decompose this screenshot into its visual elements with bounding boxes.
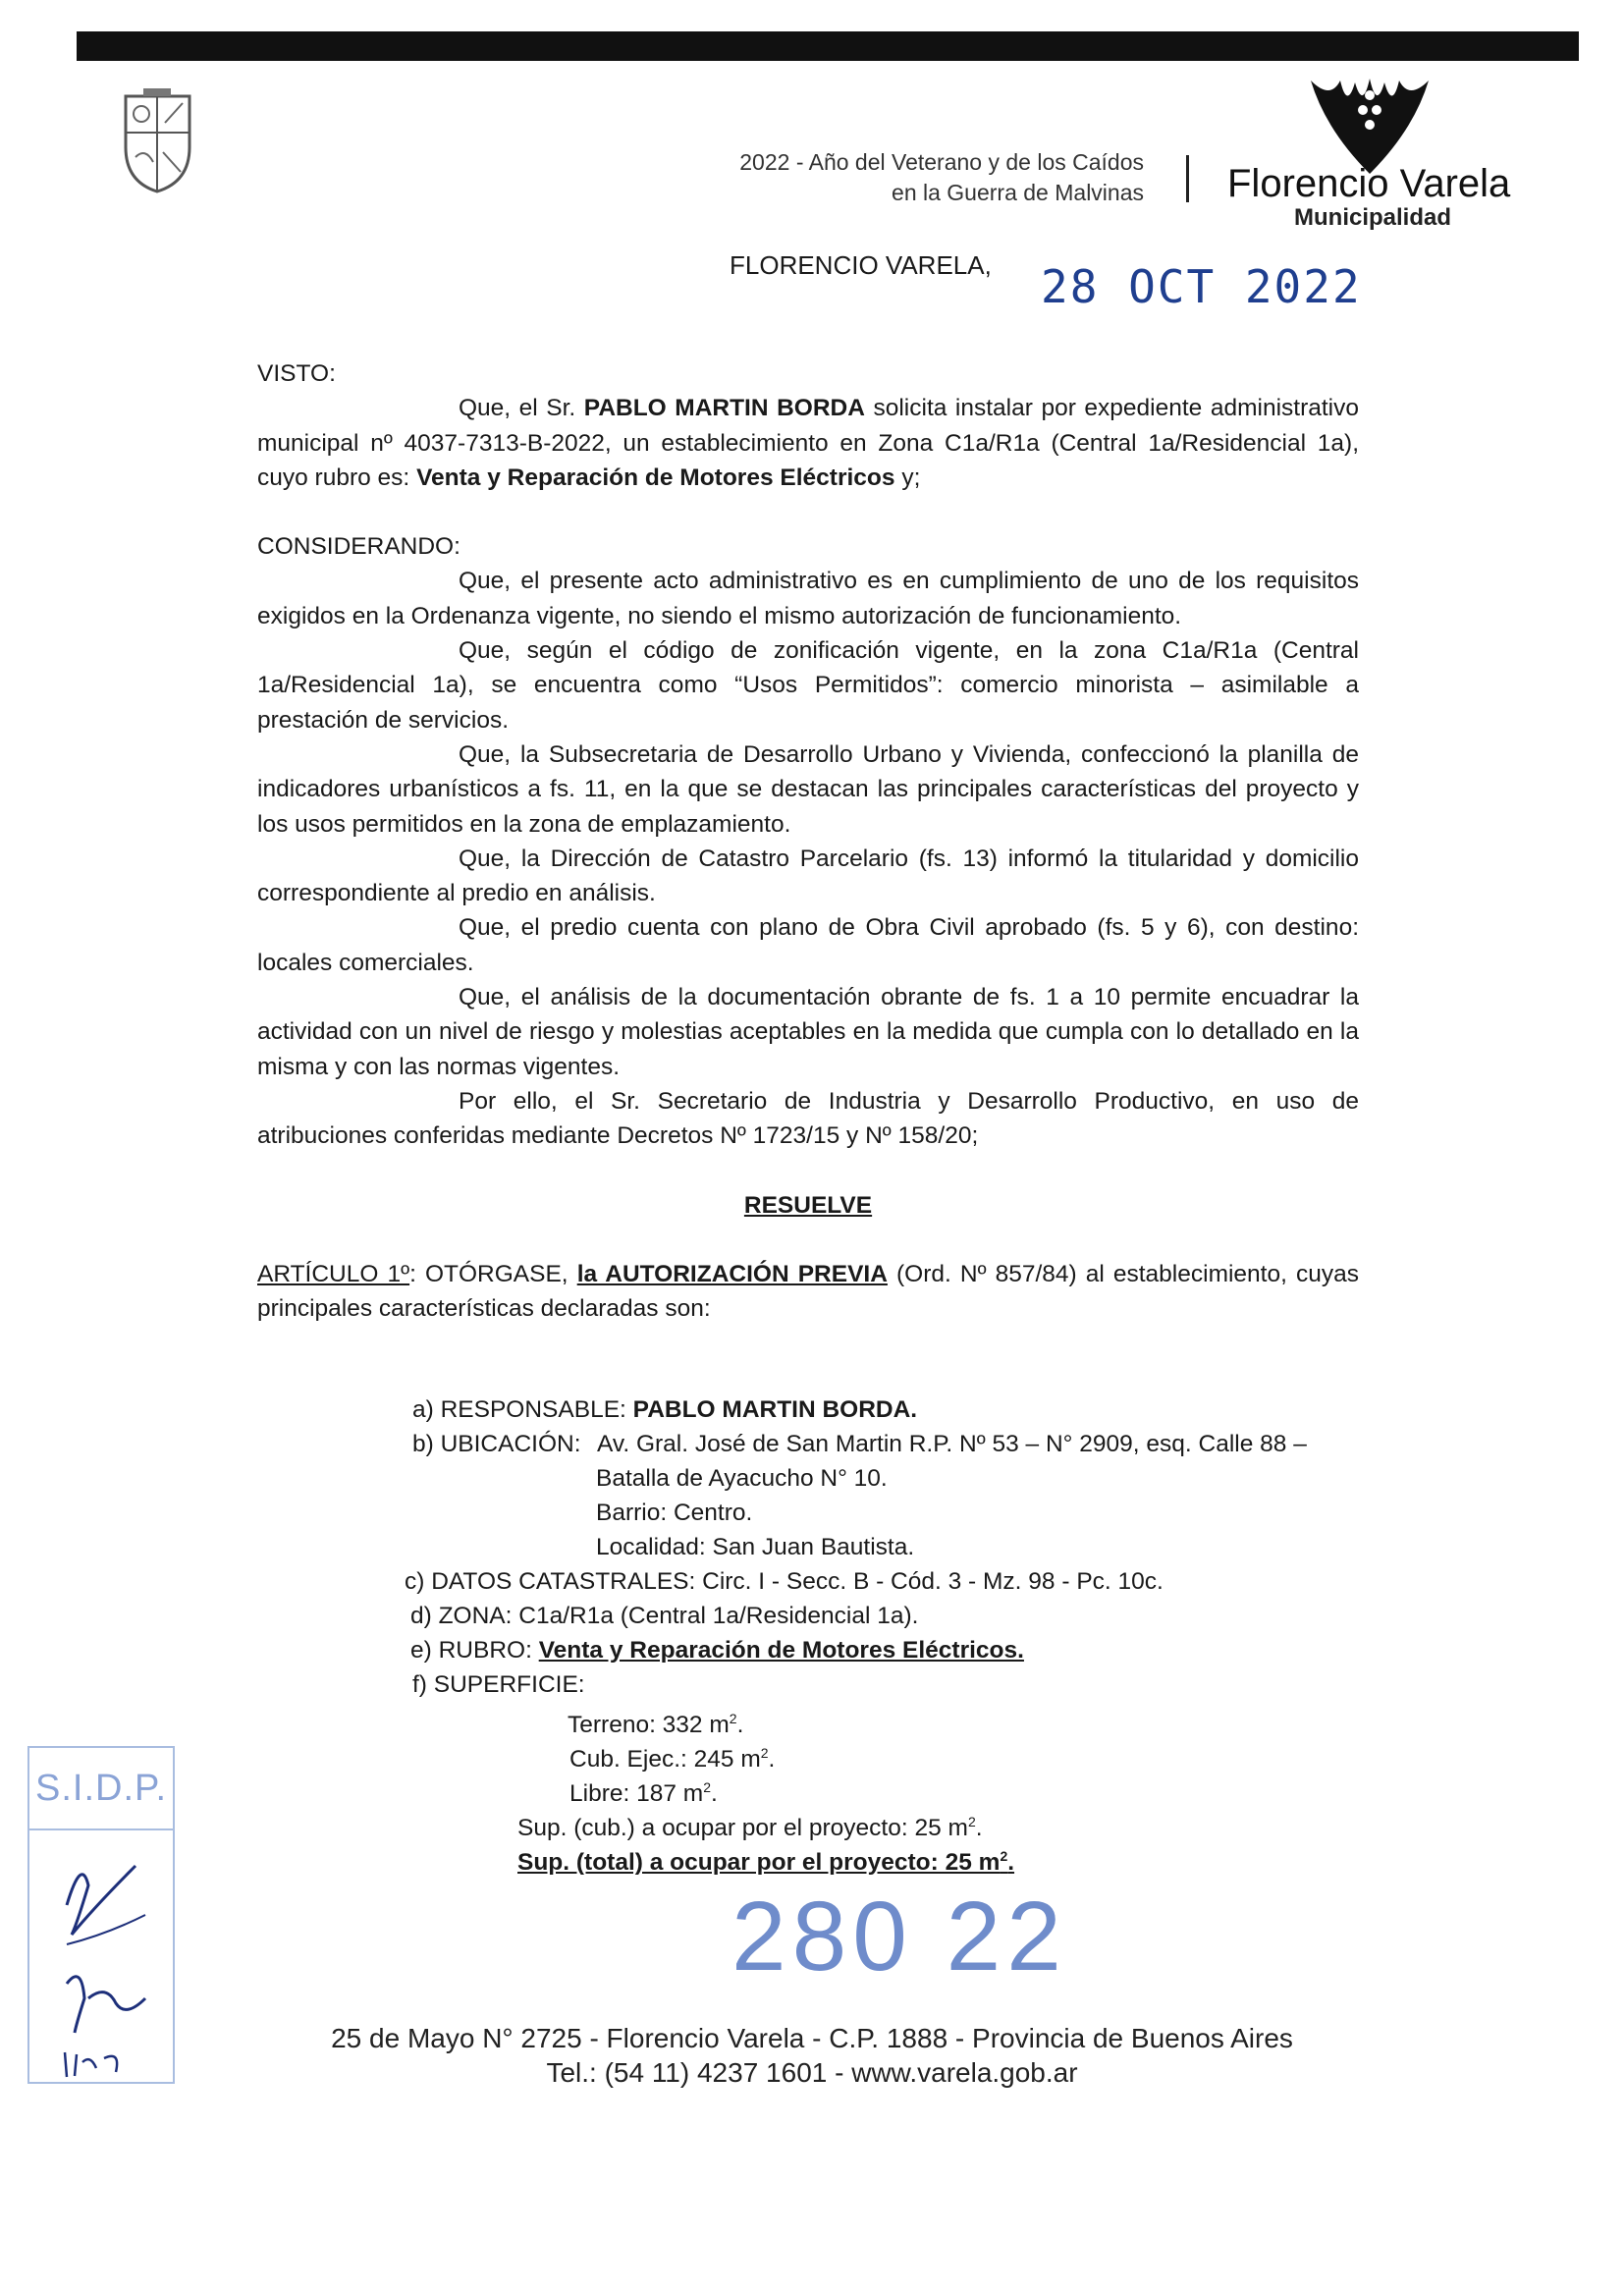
municipal-crest-icon bbox=[116, 88, 199, 196]
libre-text: Libre: 187 m bbox=[569, 1780, 704, 1808]
considerando-paragraph: Que, el predio cuenta con plano de Obra Civil aprobado (fs. 5 y 6), con destino: locales comerciales. bbox=[257, 914, 1359, 976]
visto-text-b: solicita instalar por expediente administrativo municipal nº 4037-7313-B-2022, un establecimiento en Zona C1a/R1a (Central 1a/Residencial 1a), cuyo rubro es: bbox=[257, 395, 1359, 491]
sidp-label: S.I.D.P. bbox=[29, 1748, 173, 1830]
sup-total-text: Sup. (total) a ocupar por el proyecto: 25 m bbox=[517, 1849, 1001, 1877]
item-e bbox=[410, 1633, 1024, 1667]
item-e-value: Venta y Reparación de Motores Eléctricos. bbox=[538, 1637, 1024, 1664]
item-a-label: a) RESPONSABLE: bbox=[412, 1396, 633, 1423]
date-stamp: 28 OCT 2022 bbox=[1041, 260, 1362, 313]
visto-rubro: Venta y Reparación de Motores Eléctricos bbox=[416, 464, 895, 491]
item-a bbox=[412, 1392, 917, 1427]
autorizacion-previa: la AUTORIZACIÓN PREVIA bbox=[576, 1260, 888, 1287]
item-a-value: PABLO MARTIN BORDA. bbox=[632, 1396, 918, 1423]
squared-mark: 2 bbox=[703, 1779, 711, 1795]
item-d: d) ZONA: C1a/R1a (Central 1a/Residencial 1a). bbox=[410, 1603, 919, 1629]
squared-mark: 2 bbox=[760, 1745, 769, 1761]
articulo-1 bbox=[257, 1257, 1359, 1327]
cub-text: Cub. Ejec.: 245 m bbox=[569, 1746, 761, 1774]
motto-line-1: 2022 - Año del Veterano y de los Caídos bbox=[739, 149, 1144, 175]
item-c: c) DATOS CATASTRALES: Circ. I - Secc. B - Cód. 3 - Mz. 98 - Pc. 10c. bbox=[405, 1568, 1164, 1595]
brand-name: Florencio Varela bbox=[1227, 162, 1511, 205]
squared-mark: 2 bbox=[729, 1711, 737, 1726]
header-divider bbox=[1186, 155, 1189, 202]
period-mark: . bbox=[768, 1746, 776, 1774]
period-mark: . bbox=[975, 1815, 983, 1842]
top-black-bar bbox=[77, 31, 1579, 61]
squared-mark: 2 bbox=[967, 1814, 976, 1829]
brand-subtitle: Municipalidad bbox=[1294, 204, 1452, 231]
considerando-paragraph: Que, el análisis de la documentación obrante de fs. 1 a 10 permite encuadrar la actividad con un nivel de riesgo y molestias aceptables en la medida que cumpla con lo detallado en la misma y con las normas vigentes. bbox=[257, 984, 1359, 1080]
resuelve-heading: RESUELVE bbox=[743, 1191, 873, 1219]
period-mark: . bbox=[736, 1712, 744, 1739]
item-b-line-4: Localidad: San Juan Bautista. bbox=[596, 1534, 915, 1560]
document-place: FLORENCIO VARELA, bbox=[730, 250, 992, 280]
visto-heading: VISTO: bbox=[257, 360, 336, 387]
item-b-line-1: Av. Gral. José de San Martin R.P. Nº 53 – N° 2909, esq. Calle 88 – bbox=[597, 1431, 1307, 1457]
sup-cub-text: Sup. (cub.) a ocupar por el proyecto: 25 m bbox=[517, 1815, 968, 1842]
considerando-heading: CONSIDERANDO: bbox=[257, 533, 460, 561]
item-b-line-3: Barrio: Centro. bbox=[596, 1500, 753, 1526]
item-f-label: f) SUPERFICIE: bbox=[412, 1671, 585, 1698]
considerando-paragraph: Que, según el código de zonificación vigente, en la zona C1a/R1a (Central 1a/Residencial 1a), se encuentra como “Usos Permitidos”: comercio minorista – asimilable a prestación de servicios. bbox=[257, 637, 1359, 734]
item-b-label: b) UBICACIÓN: bbox=[412, 1431, 581, 1457]
period-mark: . bbox=[1007, 1849, 1015, 1877]
resolution-number-stamp: 280 22 bbox=[731, 1882, 1067, 1992]
motto-line-2: en la Guerra de Malvinas bbox=[892, 180, 1144, 205]
visto-paragraph bbox=[257, 391, 1359, 495]
visto-text-a: Que, el Sr. bbox=[459, 395, 584, 422]
surface-sup-total bbox=[517, 1839, 1014, 1880]
considerando-paragraph: Que, el presente acto administrativo es en cumplimiento de uno de los requisitos exigidos en la Ordenanza vigente, no siendo el mismo autorización de funcionamiento. bbox=[257, 568, 1359, 629]
period-mark: . bbox=[710, 1780, 718, 1808]
articulo-label: ARTÍCULO 1º bbox=[257, 1260, 410, 1287]
footer-address: 25 de Mayo N° 2725 - Florencio Varela - C.P. 1888 - Provincia de Buenos Aires bbox=[331, 2023, 1293, 2053]
item-e-label: e) RUBRO: bbox=[410, 1637, 539, 1664]
commemorative-motto bbox=[628, 147, 1144, 208]
articulo-otorgase: : OTÓRGASE, bbox=[409, 1260, 577, 1287]
visto-text-c: y; bbox=[894, 464, 921, 491]
applicant-name: PABLO MARTIN BORDA bbox=[583, 395, 865, 422]
document-body bbox=[257, 356, 1359, 1326]
footer-contact: Tel.: (54 11) 4237 1601 - www.varela.gob.ar bbox=[546, 2057, 1078, 2088]
considerando-paragraph: Que, la Subsecretaria de Desarrollo Urbano y Vivienda, confeccionó la planilla de indicadores urbanísticos a fs. 11, en la que se destacan las principales características del proyecto y los usos permitidos en la zona de emplazamiento. bbox=[257, 740, 1359, 838]
considerando-paragraph: Que, la Dirección de Catastro Parcelario (fs. 13) informó la titularidad y domicilio correspondiente al predio en análisis. bbox=[257, 845, 1359, 907]
item-b-line-2: Batalla de Ayacucho N° 10. bbox=[596, 1465, 888, 1492]
squared-mark: 2 bbox=[1000, 1848, 1008, 1864]
considerando-paragraph: Por ello, el Sr. Secretario de Industria y Desarrollo Productivo, en uso de atribuciones conferidas mediante Decretos Nº 1723/15 y Nº 158/20; bbox=[257, 1087, 1359, 1150]
terreno-text: Terreno: 332 m bbox=[568, 1712, 730, 1739]
florencio-varela-logo-icon bbox=[1306, 71, 1434, 177]
articulo-rest: (Ord. Nº 857/84) al establecimiento, cuyas principales características declaradas son: bbox=[257, 1260, 1359, 1323]
